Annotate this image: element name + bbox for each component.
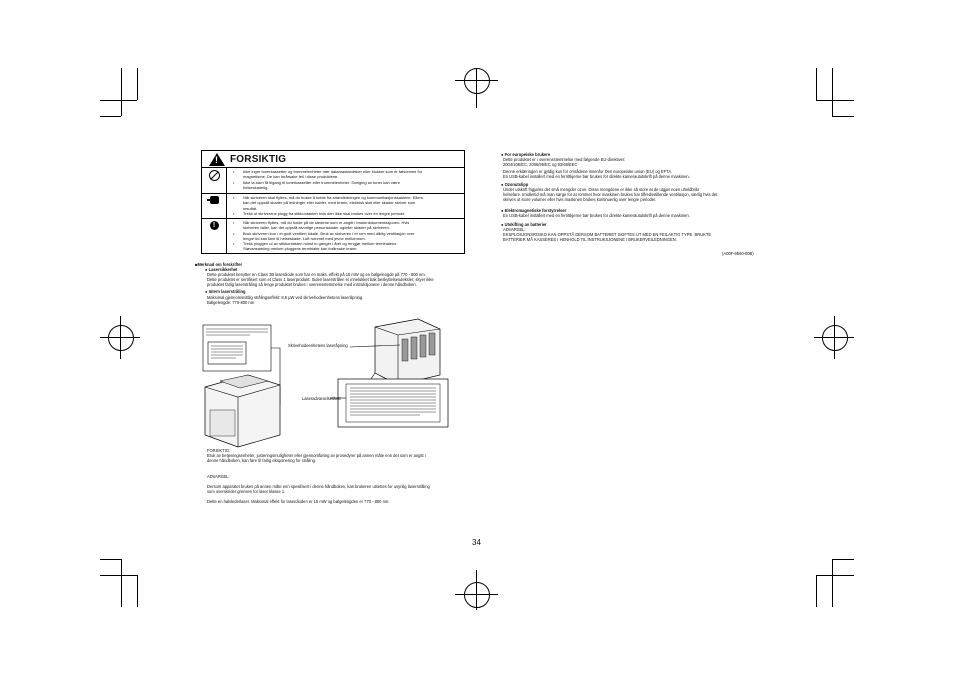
warning-triangle-icon	[209, 153, 225, 166]
caution-box	[201, 150, 465, 254]
crop-mark	[100, 575, 137, 576]
registration-mark	[464, 68, 490, 94]
battery-line: EKSPLOSJONSRISIKO KAN OPPSTÅ DERSOM BATTERIET SKIFTES UT MED EN FEILAKTIG TYPE. BRUKTE	[503, 232, 712, 237]
regulatory-heading: ■Merknad om forskrifter	[195, 262, 243, 267]
caution-row	[202, 194, 464, 219]
caution-row	[202, 168, 464, 194]
caution2-line: denne håndboken, kan føre til farlig eksponering for stråling.	[207, 458, 317, 463]
crop-mark	[816, 100, 854, 101]
ozone-line: skrives ut store volumer eller hvis maskinen brukes kontinuerlig over lengre perioder.	[503, 197, 657, 202]
caution-line: • Bruk skriveren kun i et godt ventilert lokale. Bruk av skriveren i et rom med dårlig ventilasjon over	[229, 231, 462, 236]
prohibition-icon	[209, 170, 220, 181]
crop-mark	[832, 559, 833, 607]
caution-line: • Når skriveren skal flyttes, må du huske å koble fra strømledningen og kommunikasjonskablene. Ellers	[229, 195, 462, 200]
caution-line: magnetisme. De kan forårsake feil i disse produktene.	[243, 174, 339, 180]
caution-line: lengre tid kan føre til helseskade. Luft rommet med jevne mellomrom.	[243, 235, 366, 241]
caution-row	[202, 219, 464, 253]
caution-line: Støvansamling mellom pluggens terminaler kan forårsake brann.	[243, 246, 358, 252]
ozone-line: Under utskrift frigjøres det små mengder ozon. Disse mengdene er ikke så store at de utgjør noen uheldbrikr	[503, 187, 700, 192]
caution-line: kan det oppstå skader på ledninger eller kabler, med brann, elektrisk støt eller skader skriver som	[243, 200, 416, 206]
crop-mark	[100, 100, 137, 101]
battery-line: ADVARSEL:	[503, 227, 526, 232]
intern-line: Maksimal gjennomsnittlig strålingseffekt: 8,5 μW ved skrivehodeenhetens laseråpning.	[207, 295, 364, 300]
warning2-title: ADVARSEL:	[207, 474, 230, 479]
caution-line: • Trekk ut skriverens plugg fra stikkontakten hvis den ikke skal brukes over en lengre periode.	[229, 211, 462, 216]
laser-line: Dette produktet er sertifisert som et Class 1 laserprodukt. Siden laserstrålen er innelukket bak beskyttelsesdeksler, skyer ikke	[207, 277, 434, 282]
emi-line: En USB-kabel installert med en ferrittkjerne bør brukes for direkte kameraututskrift på denne maskinen.	[503, 213, 690, 218]
crop-mark	[816, 575, 817, 607]
crop-mark	[832, 116, 854, 117]
caution-line: resultat.	[243, 205, 258, 211]
document-code: (A00F-9560-00B)	[722, 251, 754, 256]
crop-mark	[100, 559, 121, 560]
battery-line: BATTERIER MÅ KASSERES I HENHOLD TIL INSTRUKSJONENE I BRUKERVEILEDNINGEN.	[503, 237, 677, 242]
caution-title: FORSIKTIG	[230, 153, 287, 165]
crop-mark	[100, 116, 121, 117]
crop-mark	[816, 575, 854, 576]
warning-icon: !	[210, 221, 219, 230]
crop-mark	[121, 559, 122, 607]
laser-line: Dette produktet benytter en Class 3B laserdiode som har en maks. effekt på 15 mW og en bølgelengde på 770 - 800 nm.	[207, 272, 426, 277]
emi-heading: ● Elektromagnetiske forstyrrelser	[501, 208, 567, 213]
caution-line: • Ikke la barn få tilgang til tonerkassetter eller trommelenheter. Svelging av toner kan være	[229, 180, 462, 185]
caution-line: • Trekk pluggen ut av stikkontakten minst to ganger i året og rengjør mellom terminalene.	[229, 241, 462, 246]
eu-line: Denne erklæringen er gyldig kun for områdene innenfor Den europeiske union (EU) og EFTA.	[503, 169, 673, 174]
caution-line: • Ikke ingre tonerkassetter og trommelenheter nær datamaskindisker eller klokker som er følsomme for	[229, 169, 462, 174]
last-line: Dette en halvlederlaser. Maksimal effekt for laserdioden er 15 mW og bølgelengden er 770 - 800 nm.	[207, 499, 390, 504]
warning2-line: Dersom apparatet brukes på annen måte enn spesifisert i denne håndboken, kan brukeren utsettes for usynlig laserstråling	[207, 484, 430, 489]
unplug-icon	[210, 196, 219, 204]
caution2-title: FORSIKTIG:	[207, 448, 231, 453]
laser-safety-heading: ● Lasersikkerhet	[205, 267, 238, 272]
eu-line: En USB-kabel installert med en ferrittkjerne bør brukes for direkte kameraututskrift på denne maskinen.	[503, 174, 690, 179]
laser-opening-label: Skrivehodeenhetens laseråpning	[288, 343, 348, 348]
eu-heading: ● For europeiske brukere	[501, 152, 551, 157]
caution-line: • Når skriveren flyttes, må du holde på de stedene som er angitt i brukerdokumentasjonen. Hvis	[229, 220, 462, 225]
ozone-line: helsefare. Imidlertid må man sørge for at rommet hvor maskinen brukes har tilfredsstillende ventilasjon, særlig hvis det	[503, 192, 718, 197]
crop-mark	[137, 575, 138, 607]
caution-line: skriveren faller, kan det oppstå alvorlige personskader og/eller skader på skriveren.	[243, 225, 390, 231]
crop-mark	[137, 68, 138, 100]
caution-header	[202, 151, 464, 168]
crop-mark	[832, 68, 833, 116]
ozone-heading: ● Ozonutslipp	[501, 182, 529, 187]
caution2-line: Bruk av betjeningsenheter, justeringsmuligheter eller gjennomføring av prosedyrer på annen måte enn det som er angitt i	[207, 453, 426, 458]
eu-line: 2004/108/EC, 2006/95/EC og 93/68/EEC	[503, 162, 578, 167]
printer-illustration	[200, 315, 465, 450]
laser-line: produktet farlig laserstråling så lenge produktet brukes i overensstemmelse med instruksjonene i denne håndboken.	[207, 282, 417, 287]
intern-line: Bølgelengde: 770-800 nm	[207, 300, 255, 305]
registration-mark	[822, 325, 848, 351]
laser-warning-label: Laseradvarselsetikett	[302, 396, 341, 401]
crop-mark	[832, 559, 854, 560]
registration-mark	[108, 325, 134, 351]
registration-mark	[464, 582, 490, 608]
intern-laser-heading: ● Intern laserstråling	[205, 289, 246, 294]
crop-mark	[816, 68, 817, 100]
eu-line: Dette produktet er i overensstemmelse med følgende EU-direktiver:	[503, 157, 626, 162]
warning2-line: som overskrider grensen for laser klasse 1.	[207, 489, 286, 494]
battery-heading: ● Utskifting av batterier	[501, 222, 547, 227]
page-number: 34	[472, 538, 481, 547]
crop-mark	[121, 68, 122, 116]
caution-line: helseskadelig.	[243, 184, 269, 190]
